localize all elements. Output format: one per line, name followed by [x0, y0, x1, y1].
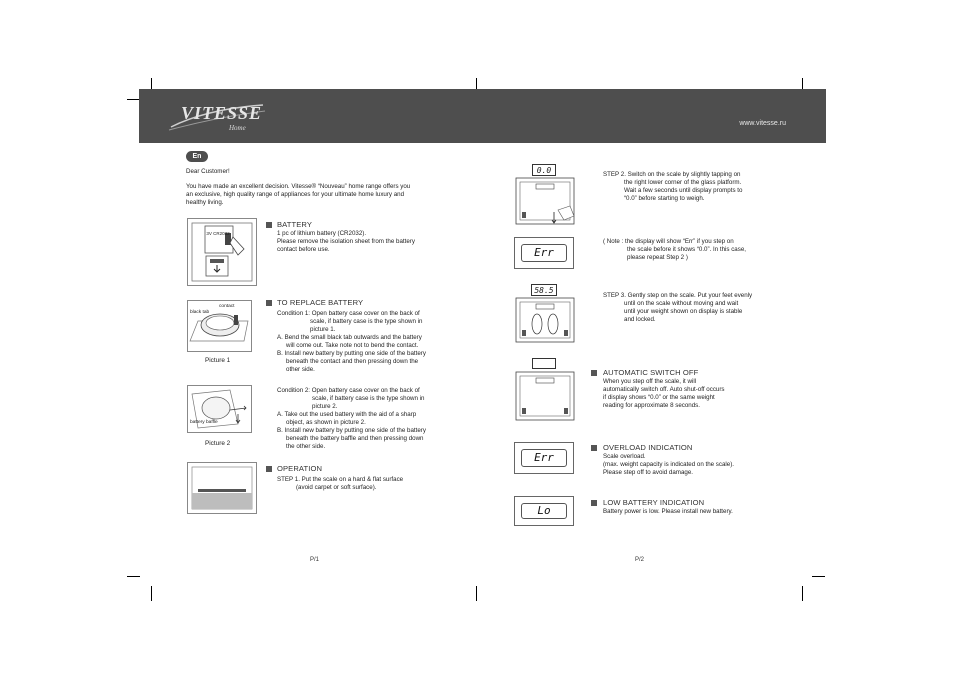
intro-line: an exclusive, high quality range of appliances for your ultimate home luxury and	[186, 191, 405, 198]
replace-line: A. Bend the small black tab outwards and the battery	[277, 334, 422, 341]
auto-off-line: automatically switch off. Auto shut-off occurs	[603, 386, 725, 393]
picture-1-caption: Picture 1	[205, 357, 231, 364]
operation-line: (avoid carpet or soft surface).	[296, 484, 377, 491]
note-line: ( Note : the display will show “Err” if you step on	[603, 238, 734, 245]
lowbat-display-frame	[514, 496, 574, 526]
crop-mark	[476, 586, 477, 601]
lowbat-title: LOW BATTERY INDICATION	[603, 498, 705, 507]
auto-off-figure	[514, 358, 576, 422]
picture-2-figure	[187, 385, 252, 433]
replace-line: will come out. Take note not to bend the contact.	[286, 342, 419, 349]
overload-line: (max. weight capacity is indicated on the scale).	[603, 461, 735, 468]
replace-line: scale, if battery case is the type shown in	[310, 318, 423, 325]
battery-label: 3V CR2032	[206, 231, 230, 236]
note-display: Err	[521, 244, 567, 262]
overload-display-frame	[514, 442, 574, 474]
step3-line: until on the scale without moving and wait	[624, 300, 739, 307]
crop-mark	[127, 576, 140, 577]
replace-line: the other side.	[286, 443, 326, 450]
intro-line: You have made an excellent decision. Vitesse® “Nouveau” home range offers you	[186, 183, 411, 190]
header-band	[139, 89, 826, 143]
lowbat-line: Battery power is low. Please install new battery.	[603, 508, 733, 515]
auto-off-line: When you step off the scale, it will	[603, 378, 697, 385]
operation-title: OPERATION	[277, 464, 323, 473]
overload-line: Please step off to avoid damage.	[603, 469, 694, 476]
crop-mark	[802, 586, 803, 601]
note-line: the scale before it shows “0.0”. In this case,	[627, 246, 746, 253]
overload-title: OVERLOAD INDICATION	[603, 443, 693, 452]
page-number-left: P/1	[310, 557, 320, 563]
note-display-frame	[514, 237, 574, 269]
lowbat-display: Lo	[521, 503, 567, 519]
website-url[interactable]: www.vitesse.ru	[739, 120, 786, 127]
step2-line: the right lower corner of the glass platform.	[624, 179, 742, 186]
battery-line: 1 pc of lithium battery (CR2032).	[277, 230, 367, 237]
replace-line: object, as shown in picture 2.	[286, 419, 366, 426]
step3-line: STEP 3. Gently step on the scale. Put your feet evenly	[603, 292, 753, 299]
operation-line: STEP 1. Put the scale on a hard & flat surface	[277, 476, 404, 483]
step3-display: 58.5	[534, 286, 554, 295]
replace-line: picture 2.	[312, 403, 338, 410]
pic1-tab-label: black tab	[190, 310, 210, 315]
step2-line: STEP 2. Switch on the scale by slightly tapping on	[603, 171, 741, 178]
battery-line: Please remove the isolation sheet from the battery	[277, 238, 415, 245]
overload-line: Scale overload.	[603, 453, 646, 460]
crop-mark	[812, 576, 825, 577]
picture-1-figure	[187, 300, 252, 352]
bullet-square	[266, 222, 272, 228]
step3-line: and locked.	[624, 316, 656, 323]
replace-line: B. Install new battery by putting one side of the battery	[277, 427, 426, 434]
battery-title: BATTERY	[277, 220, 313, 229]
crop-mark	[151, 586, 152, 601]
auto-off-line: reading for approximate 8 seconds.	[603, 402, 700, 409]
overload-display: Err	[521, 449, 567, 467]
step2-display: 0.0	[536, 166, 552, 175]
step3-figure	[514, 284, 576, 344]
replace-line: beneath the battery baffle and then pressing down	[286, 435, 424, 442]
intro-line: healthy living.	[186, 199, 224, 206]
replace-line: Condition 1: Open battery case cover on the back of	[277, 310, 420, 317]
picture-2-caption: Picture 2	[205, 440, 231, 447]
bullet-square	[591, 370, 597, 376]
bullet-square	[591, 445, 597, 451]
pic2-baffle-label: battery baffle	[190, 420, 218, 425]
step2-figure	[514, 164, 576, 226]
step3-line: until your weight shown on display is stable	[624, 308, 743, 315]
bullet-square	[266, 466, 272, 472]
brand-name: VITESSE	[181, 103, 263, 123]
auto-off-line: if display shows “0.0” or the same weight	[603, 394, 715, 401]
replace-line: B. Install new battery by putting one side of the battery	[277, 350, 426, 357]
replace-line: beneath the contact and then pressing down the	[286, 358, 419, 365]
step2-line: “0.0” before starting to weigh.	[624, 195, 705, 202]
note-line: please repeat Step 2 )	[627, 254, 688, 261]
language-badge: En	[186, 151, 208, 162]
replace-line: Condition 2: Open battery case cover on the back of	[277, 387, 420, 394]
bullet-square	[591, 500, 597, 506]
battery-figure	[187, 218, 257, 286]
replace-line: A. Take out the used battery with the aid of a sharp	[277, 411, 417, 418]
operation-figure	[187, 462, 257, 514]
step2-line: Wait a few seconds until display prompts to	[624, 187, 743, 194]
replace-title: TO REPLACE BATTERY	[277, 298, 364, 307]
auto-off-title: AUTOMATIC SWITCH OFF	[603, 368, 699, 377]
page-number-right: P/2	[635, 557, 645, 563]
bullet-square	[266, 300, 272, 306]
battery-line: contact before use.	[277, 246, 330, 253]
brand-sub: Home	[229, 124, 246, 132]
replace-line: scale, if battery case is the type shown in	[312, 395, 425, 402]
replace-line: other side.	[286, 366, 315, 373]
greeting: Dear Customer!	[186, 168, 230, 175]
brand-logo	[167, 97, 267, 135]
replace-line: picture 1.	[310, 326, 336, 333]
pic1-contact-label: contact	[219, 304, 235, 309]
